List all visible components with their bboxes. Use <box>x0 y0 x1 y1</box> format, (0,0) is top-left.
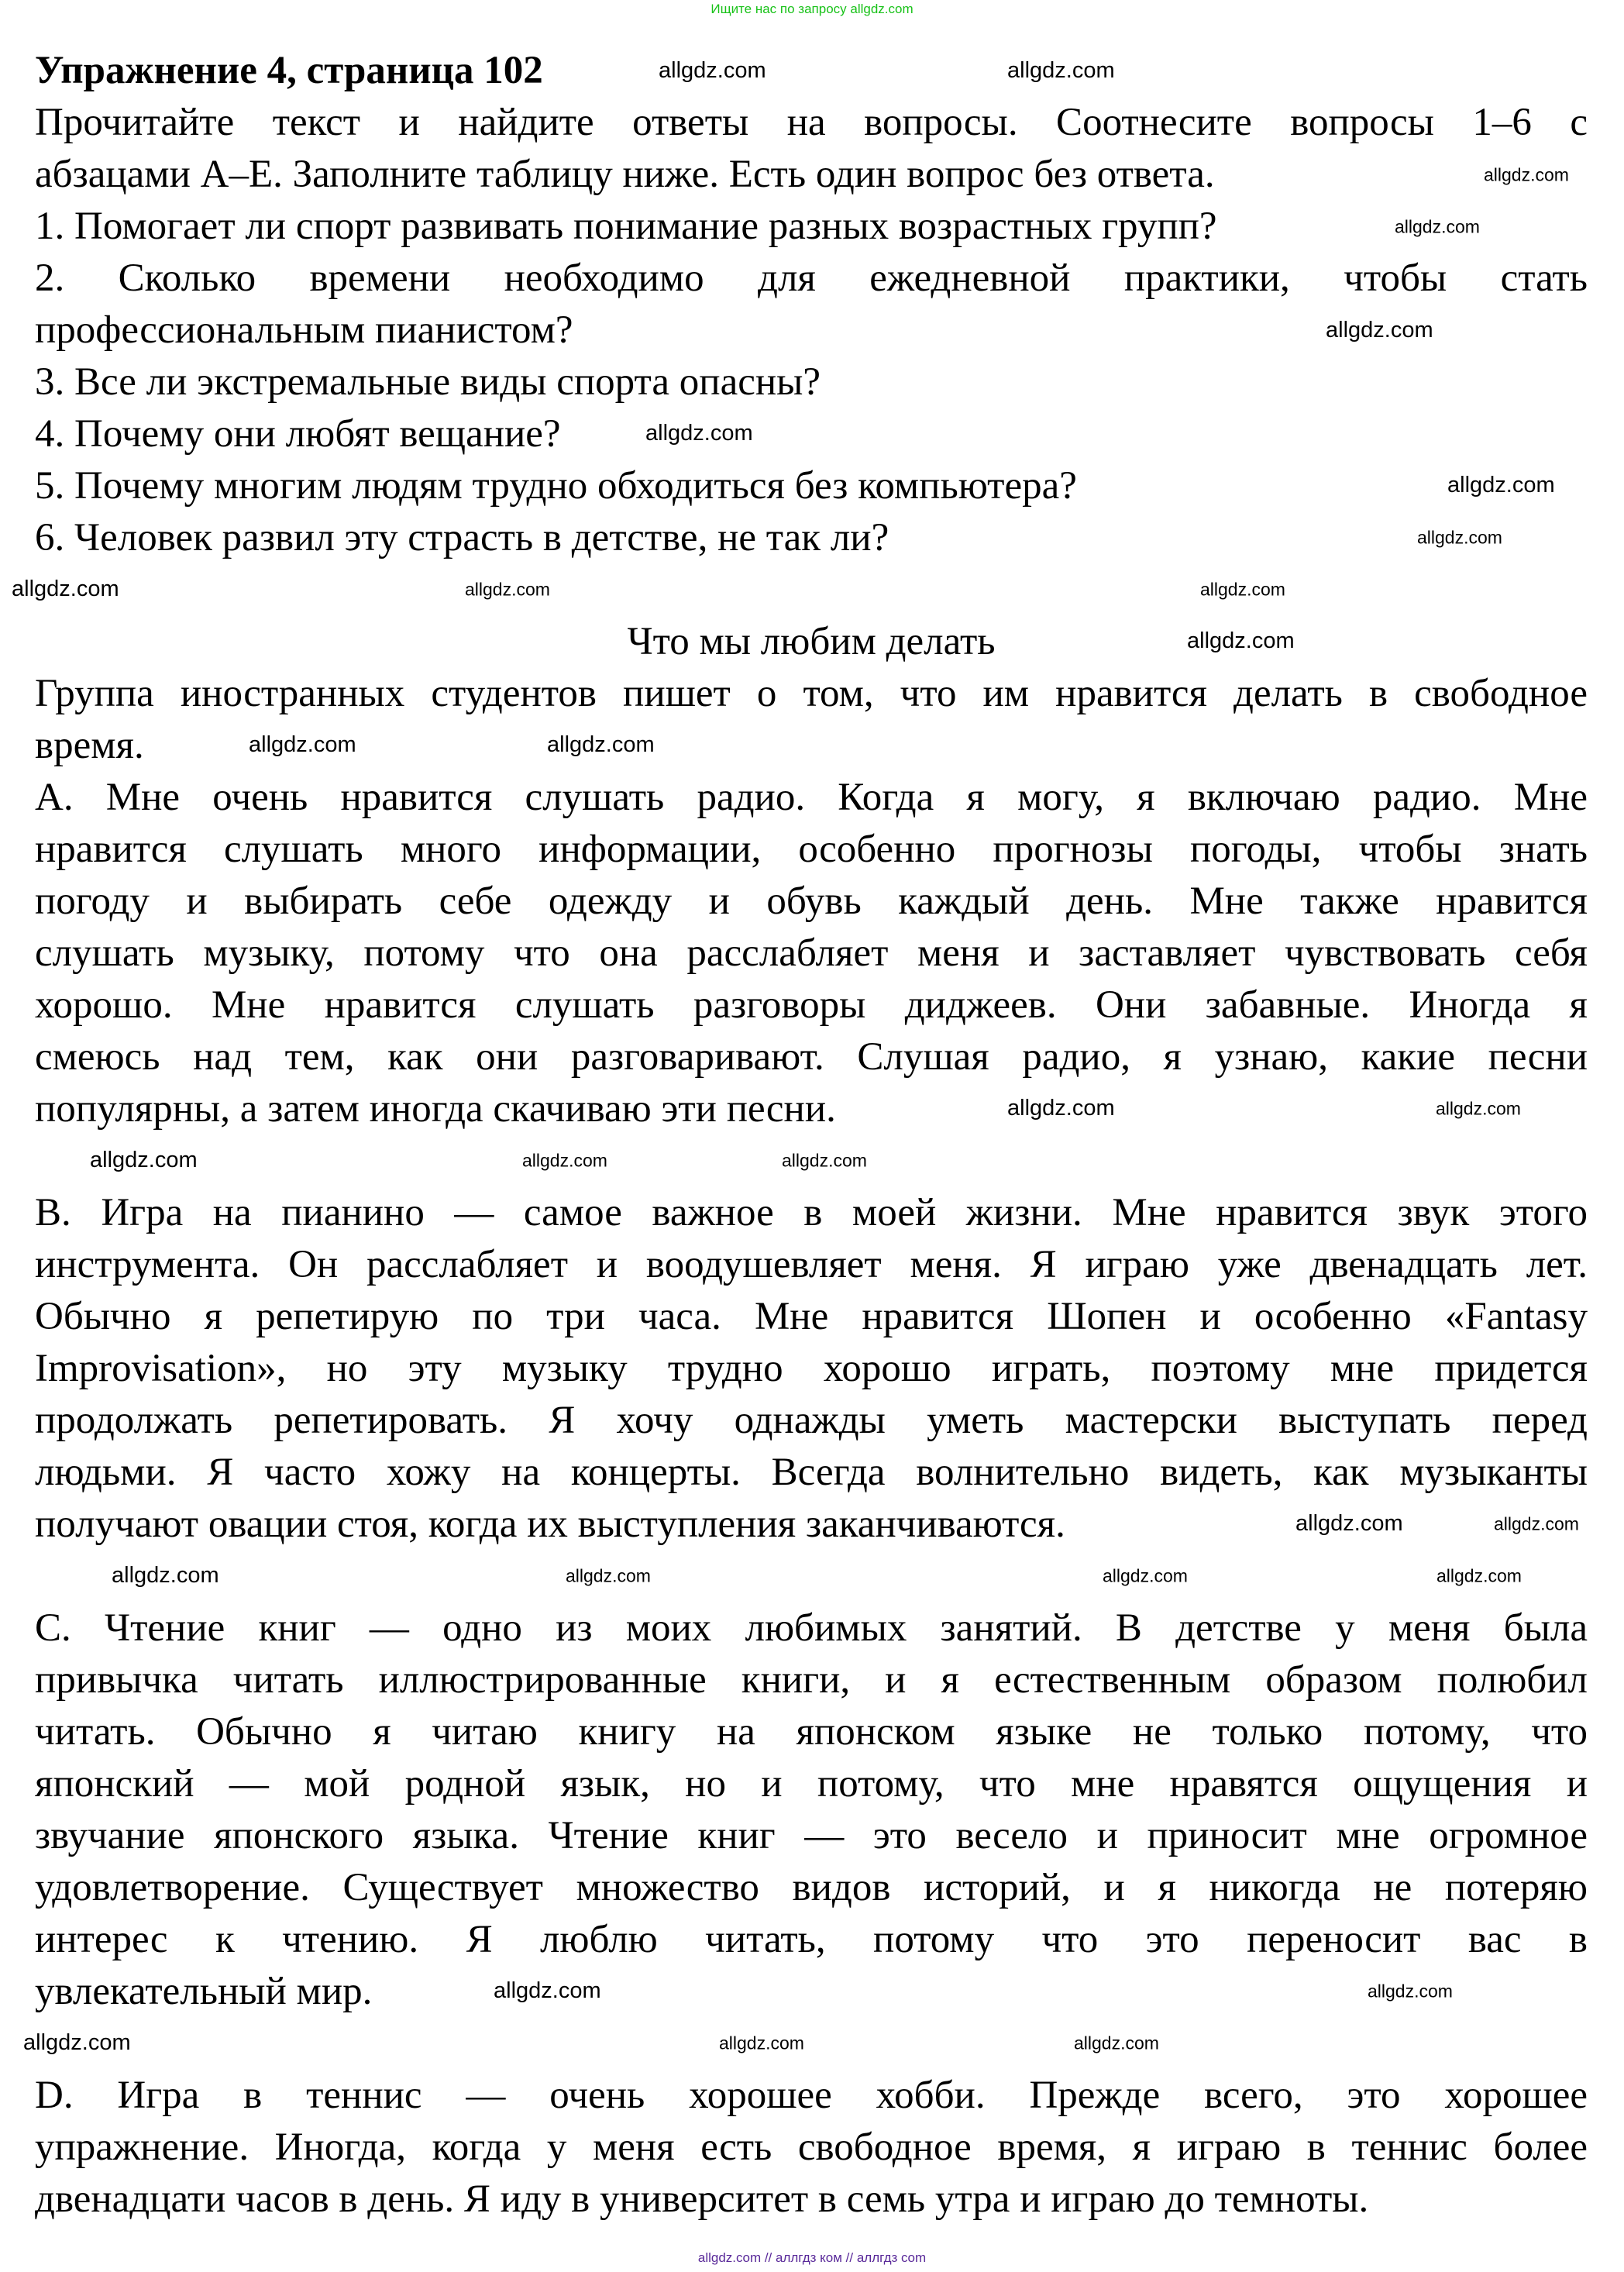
paragraph-line: A. Мне очень нравится слушать радио. Когда я могу, я включаю радио. Мне <box>35 776 1588 819</box>
watermark: allgdz.com <box>249 732 356 758</box>
watermark: allgdz.com <box>1200 579 1285 600</box>
intro-line: время. <box>35 724 144 767</box>
watermark: allgdz.com <box>494 1978 601 2004</box>
watermark: allgdz.com <box>566 1565 651 1586</box>
watermark: allgdz.com <box>1395 216 1480 237</box>
paragraph-line: инструмента. Он расслабляет и воодушевляет меня. Я играю уже двенадцать лет. <box>35 1243 1588 1286</box>
paragraph-line: звучание японского языка. Чтение книг — это весело и приносит мне огромное <box>35 1814 1588 1857</box>
watermark: allgdz.com <box>1447 473 1555 498</box>
exercise-content <box>35 45 1588 2226</box>
watermark: allgdz.com <box>1074 2033 1159 2053</box>
spacer <box>35 2018 1588 2070</box>
paragraph-line: смеюсь над тем, как они разговаривают. Слушая радио, я узнаю, какие песни <box>35 1035 1588 1079</box>
instruction-line: абзацами A–E. Заполните таблицу ниже. Есть один вопрос без ответа. <box>35 153 1215 196</box>
text-heading: Что мы любим делать <box>627 620 996 663</box>
watermark: allgdz.com <box>465 579 550 600</box>
paragraph-line: людьми. Я часто хожу на концерты. Всегда волнительно видеть, как музыканты <box>35 1451 1588 1494</box>
paragraph-line: упражнение. Иногда, когда у меня есть свободное время, я играю в теннис более <box>35 2126 1588 2169</box>
watermark: allgdz.com <box>1484 164 1569 185</box>
paragraph-line: продолжать репетировать. Я хочу однажды уметь мастерски выступать перед <box>35 1399 1588 1442</box>
paragraph-line: хорошо. Мне нравится слушать разговоры диджеев. Они забавные. Иногда я <box>35 983 1588 1027</box>
watermark: allgdz.com <box>782 1150 867 1171</box>
paragraph-line: популярны, а затем иногда скачиваю эти песни. <box>35 1087 836 1131</box>
page-title: Упражнение 4, страница 102 <box>35 49 543 92</box>
watermark: allgdz.com <box>522 1150 607 1171</box>
watermark: allgdz.com <box>1436 1565 1522 1586</box>
watermark: allgdz.com <box>23 2030 131 2056</box>
paragraph-line: погоду и выбирать себе одежду и обувь каждый день. Мне также нравится <box>35 880 1588 923</box>
paragraph-line: D. Игра в теннис — очень хорошее хобби. Прежде всего, это хорошее <box>35 2074 1588 2117</box>
paragraph-line: привычка читать иллюстрированные книги, и я естественным образом полюбил <box>35 1658 1588 1702</box>
paragraph-line: C. Чтение книг — одно из моих любимых занятий. В детстве у меня была <box>35 1606 1588 1650</box>
watermark: allgdz.com <box>1326 318 1433 343</box>
watermark: allgdz.com <box>1436 1098 1521 1119</box>
watermark: allgdz.com <box>1417 527 1502 548</box>
spacer <box>35 1551 1588 1602</box>
question-line: 5. Почему многим людям трудно обходиться без компьютера? <box>35 464 1077 508</box>
watermark: allgdz.com <box>12 577 119 602</box>
watermark: allgdz.com <box>719 2033 804 2053</box>
question-line: 3. Все ли экстремальные виды спорта опасны? <box>35 360 821 404</box>
paragraph-line: читать. Обычно я читаю книгу на японском языке не только потому, что <box>35 1710 1588 1754</box>
intro-line: Группа иностранных студентов пишет о том, что им нравится делать в свободное <box>35 672 1588 715</box>
question-line: 6. Человек развил эту страсть в детстве, не так ли? <box>35 516 889 559</box>
watermark: allgdz.com <box>1103 1565 1188 1586</box>
watermark: allgdz.com <box>112 1563 219 1589</box>
watermark: allgdz.com <box>1007 1096 1115 1121</box>
watermark: allgdz.com <box>1007 58 1115 84</box>
paragraph-line: Improvisation», но эту музыку трудно хорошо играть, поэтому мне придется <box>35 1347 1588 1390</box>
bottom-note: allgdz.com // аллгдз ком // аллгдз com <box>697 2250 927 2265</box>
paragraph-line: двенадцати часов в день. Я иду в университет в семь утра и играю до темноты. <box>35 2177 1369 2221</box>
paragraph-line: Обычно я репетирую по три часа. Мне нравится Шопен и особенно «Fantasy <box>35 1295 1588 1338</box>
watermark: allgdz.com <box>1368 1981 1453 2002</box>
question-line: профессиональным пианистом? <box>35 308 573 352</box>
watermark: allgdz.com <box>1295 1511 1403 1537</box>
watermark: allgdz.com <box>90 1148 198 1173</box>
watermark: allgdz.com <box>547 732 655 758</box>
paragraph-line: японский — мой родной язык, но и потому, что мне нравятся ощущения и <box>35 1762 1588 1806</box>
question-line: 4. Почему они любят вещание? <box>35 412 561 456</box>
spacer <box>35 564 1588 616</box>
top-note: Ищите нас по запросу allgdz.com <box>710 2 914 16</box>
paragraph-line: получают овации стоя, когда их выступления заканчиваются. <box>35 1503 1065 1546</box>
question-line: 2. Сколько времени необходимо для ежедневной практики, чтобы стать <box>35 256 1588 300</box>
paragraph-line: интерес к чтению. Я люблю читать, потому что это переносит вас в <box>35 1918 1588 1961</box>
paragraph-line: нравится слушать много информации, особенно прогнозы погоды, чтобы знать <box>35 828 1588 871</box>
watermark: allgdz.com <box>1187 628 1295 654</box>
paragraph-line: слушать музыку, потому что она расслабляет меня и заставляет чувствовать себя <box>35 931 1588 975</box>
instruction-line: Прочитайте текст и найдите ответы на вопросы. Соотнесите вопросы 1–6 с <box>35 101 1588 144</box>
paragraph-line: B. Игра на пианино — самое важное в моей жизни. Мне нравится звук этого <box>35 1191 1588 1234</box>
question-line: 1. Помогает ли спорт развивать понимание разных возрастных групп? <box>35 205 1217 248</box>
paragraph-line: увлекательный мир. <box>35 1970 373 2013</box>
paragraph-line: удовлетворение. Существует множество видов историй, и я никогда не потеряю <box>35 1866 1588 1909</box>
watermark: allgdz.com <box>659 58 766 84</box>
watermark: allgdz.com <box>645 421 753 446</box>
watermark: allgdz.com <box>1494 1513 1579 1534</box>
